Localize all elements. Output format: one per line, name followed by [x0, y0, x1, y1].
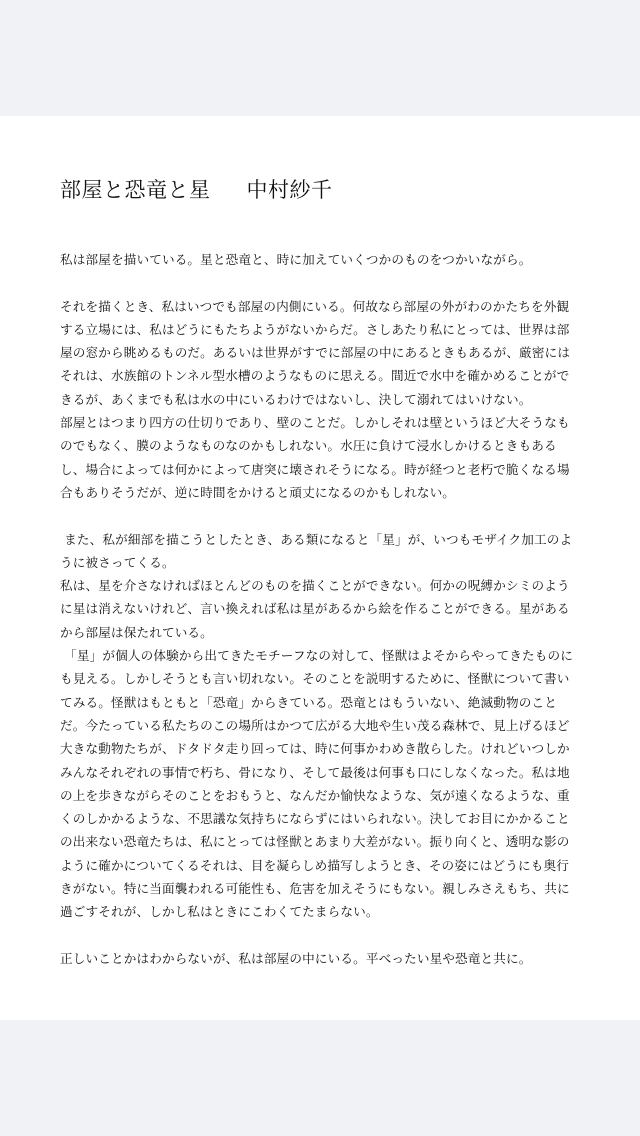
paragraph-monster-dinosaur: 「星」が個人の体験から出てきたモチーフなの対して、怪獣はよそからやってきたものにも見える。しかしそうとも言い切れない。そのことを説明するために、怪獣について書いてみる。怪獣はもともと「恐竜」からきている。恐竜とはもういない、絶滅動物のことだ。今たっている私たちのこの場所はかつて広がる大地や生い茂る森林で、見上げるほど大きな動物たちが、ドタドタ走り回っては、時に何事かわめき散らした。けれどいつしかみんなそれぞれの事情で朽ち、骨になり、そして最後は何事も口にしなくなった。私は地の上を歩きながらそのことをおもうと、なんだか愉快なような、気が遠くなるような、重くのしかかるような、不思議な気持ちにならずにはいられない。決してお目にかかることの出来ない恐竜たちは、私にとっては怪獣とあまり大差がない。振り向くと、透明な影のように確かについてくるそれは、目を凝らしめ描写しようとき、その姿にはどうにも奥行きがない。特に当面襲われる可能性も、危害を加えそうにもない。親しみさえもち、共に過ごすそれが、しかし私はときにこわくてたまらない。	[60, 648, 574, 920]
essay-title: 部屋と恐竜と星	[60, 178, 211, 202]
title-row	[60, 174, 580, 204]
paragraph-room-inside: それを描くとき、私はいつでも部屋の内側にいる。何故なら部屋の外がわのかたちを外観する立場には、私はどうにもたちようがないからだ。さしあたり私にとっては、世界は部屋の窓から眺めるものだ。あるいは世界がすでに部屋の中にあるときもあるが、厳密にはそれは、水族館のトンネル型水槽のようなものに思える。間近で水中を確かめることができるが、あくまでも私は水の中にいるわけではないし、決して溺れてはいけない。	[60, 298, 571, 407]
paragraph-gap	[60, 924, 580, 947]
paragraph-room-walls: 部屋とはつまり四方の仕切りであり、壁のことだ。しかしそれは壁というほど大そうなものでもなく、膜のようなものなのかもしれない。水圧に負けて浸水しかけるときもあるし、場合によっては何かによって唐突に壊されそうになる。時が経つと老朽で脆くなる場合もありそうだが、逆に時間をかけると頑丈になるのかもしれない。	[60, 415, 570, 500]
essay-body	[60, 248, 580, 970]
paragraph-star-mosaic: また、私が細部を描こうとしたとき、ある類になると「星」が、いつもモザイク加工のように被さってくる。	[60, 531, 573, 570]
paragraph-conclusion: 正しいことかはわからないが、私は部屋の中にいる。平べったい星や恐竜と共に。	[60, 950, 532, 966]
bottom-margin	[0, 1020, 640, 1136]
author-name: 中村紗千	[246, 178, 333, 202]
paragraph-intro: 私は部屋を描いている。星と恐竜と、時に加えていくつかのものをつかいながら。	[60, 252, 532, 267]
top-margin	[0, 0, 640, 116]
paragraph-star-drawing: 私は、星を介さなければほとんどのものを描くことができない。何かの呪縛かシミのように星は消えないけれど、言い換えれば私は星があるから絵を作ることができる。星があるから部屋は保たれている。	[60, 578, 570, 640]
paragraph-gap	[60, 504, 580, 527]
paragraph-gap	[60, 271, 580, 294]
document-page	[0, 116, 640, 1020]
